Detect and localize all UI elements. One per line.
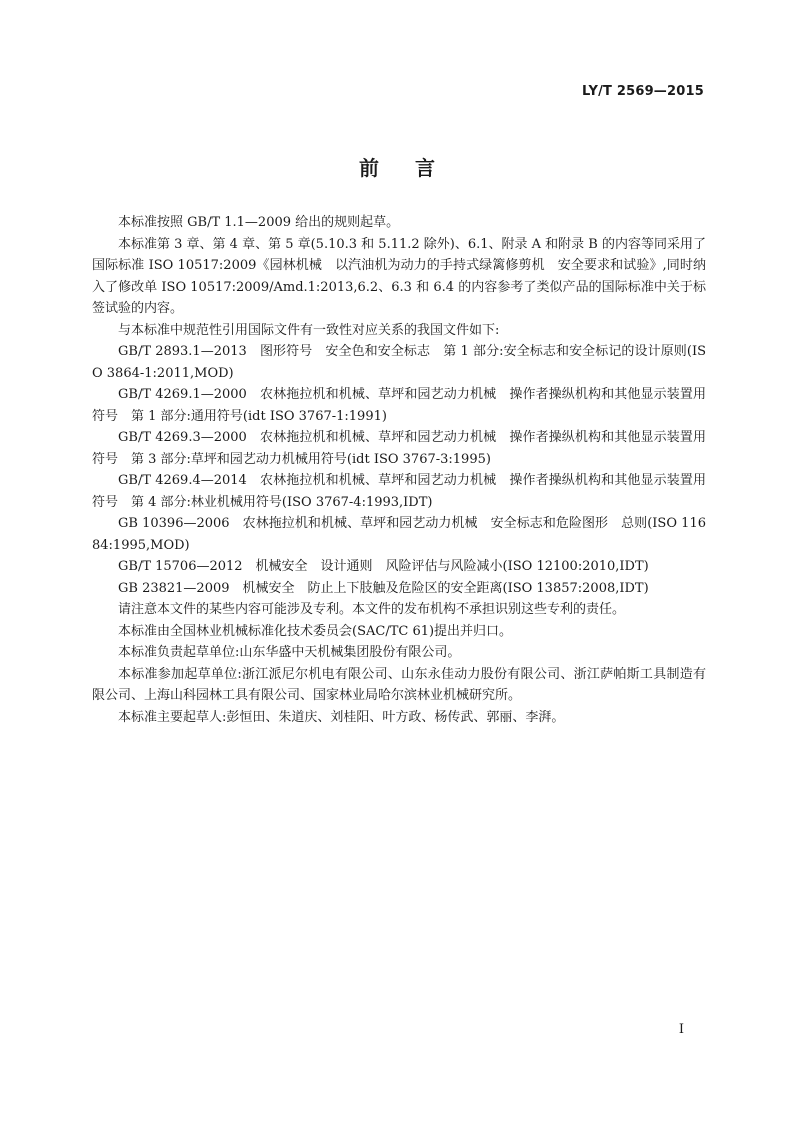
reference-item: GB/T 4269.3—2000 农林拖拉机和机械、草坪和园艺动力机械 操作者操纵机构和其他显示装置用符号 第 3 部分:草坪和园艺动力机械用符号(idt ISO 3767-3:1995) bbox=[92, 430, 706, 467]
standard-code: LY/T 2569—2015 bbox=[582, 84, 704, 99]
paragraph: 本标准参加起草单位:浙江派尼尔机电有限公司、山东永佳动力股份有限公司、浙江萨帕斯工具制造有限公司、上海山科园林工具有限公司、国家林业局哈尔滨林业机械研究所。 bbox=[92, 666, 706, 703]
page-title: 前言 bbox=[359, 156, 471, 180]
paragraph: 本标准由全国林业机械标准化技术委员会(SAC/TC 61)提出并归口。 bbox=[118, 623, 513, 639]
reference-item: GB/T 15706—2012 机械安全 设计通则 风险评估与风险减小(ISO 12100:2010,IDT) bbox=[118, 559, 649, 574]
paragraph: 本标准第 3 章、第 4 章、第 5 章(5.10.3 和 5.11.2 除外)、6.1、附录 A 和附录 B 的内容等同采用了国际标准 ISO 10517:2009《园林机械 以汽油机为动力的手持式绿篱修剪机 安全要求和试验》,同时纳入了修改单 ISO 10517:2009/Amd.1:2013,6.2、6.3 和 6.4 的内容参考了类似产品的国际标准中关于标签试验的内容。 bbox=[92, 236, 706, 316]
reference-item: GB 23821—2009 机械安全 防止上下肢触及危险区的安全距离(ISO 13857:2008,IDT) bbox=[118, 580, 649, 596]
reference-item: GB/T 4269.1—2000 农林拖拉机和机械、草坪和园艺动力机械 操作者操纵机构和其他显示装置用符号 第 1 部分:通用符号(idt ISO 3767-1:1991) bbox=[92, 387, 706, 424]
paragraph: 请注意本文件的某些内容可能涉及专利。本文件的发布机构不承担识别这些专利的责任。 bbox=[118, 602, 626, 617]
reference-item: GB/T 2893.1—2013 图形符号 安全色和安全标志 第 1 部分:安全标志和安全标记的设计原则(ISO 3864-1:2011,MOD) bbox=[92, 344, 706, 381]
paragraph: 本标准按照 GB/T 1.1—2009 给出的规则起草。 bbox=[118, 215, 400, 230]
reference-item: GB/T 4269.4—2014 农林拖拉机和机械、草坪和园艺动力机械 操作者操纵机构和其他显示装置用符号 第 4 部分:林业机械用符号(ISO 3767-4:1993,IDT) bbox=[92, 473, 706, 510]
reference-item: GB 10396—2006 农林拖拉机和机械、草坪和园艺动力机械 安全标志和危险图形 总则(ISO 11684:1995,MOD) bbox=[92, 516, 706, 553]
page-number: I bbox=[678, 1022, 684, 1037]
foreword-body bbox=[92, 212, 706, 728]
paragraph: 本标准主要起草人:彭恒田、朱道庆、刘桂阳、叶方政、杨传武、郭丽、李湃。 bbox=[118, 709, 565, 725]
paragraph: 本标准负责起草单位:山东华盛中天机械集团股份有限公司。 bbox=[118, 645, 461, 660]
paragraph: 与本标准中规范性引用国际文件有一致性对应关系的我国文件如下: bbox=[118, 322, 500, 338]
